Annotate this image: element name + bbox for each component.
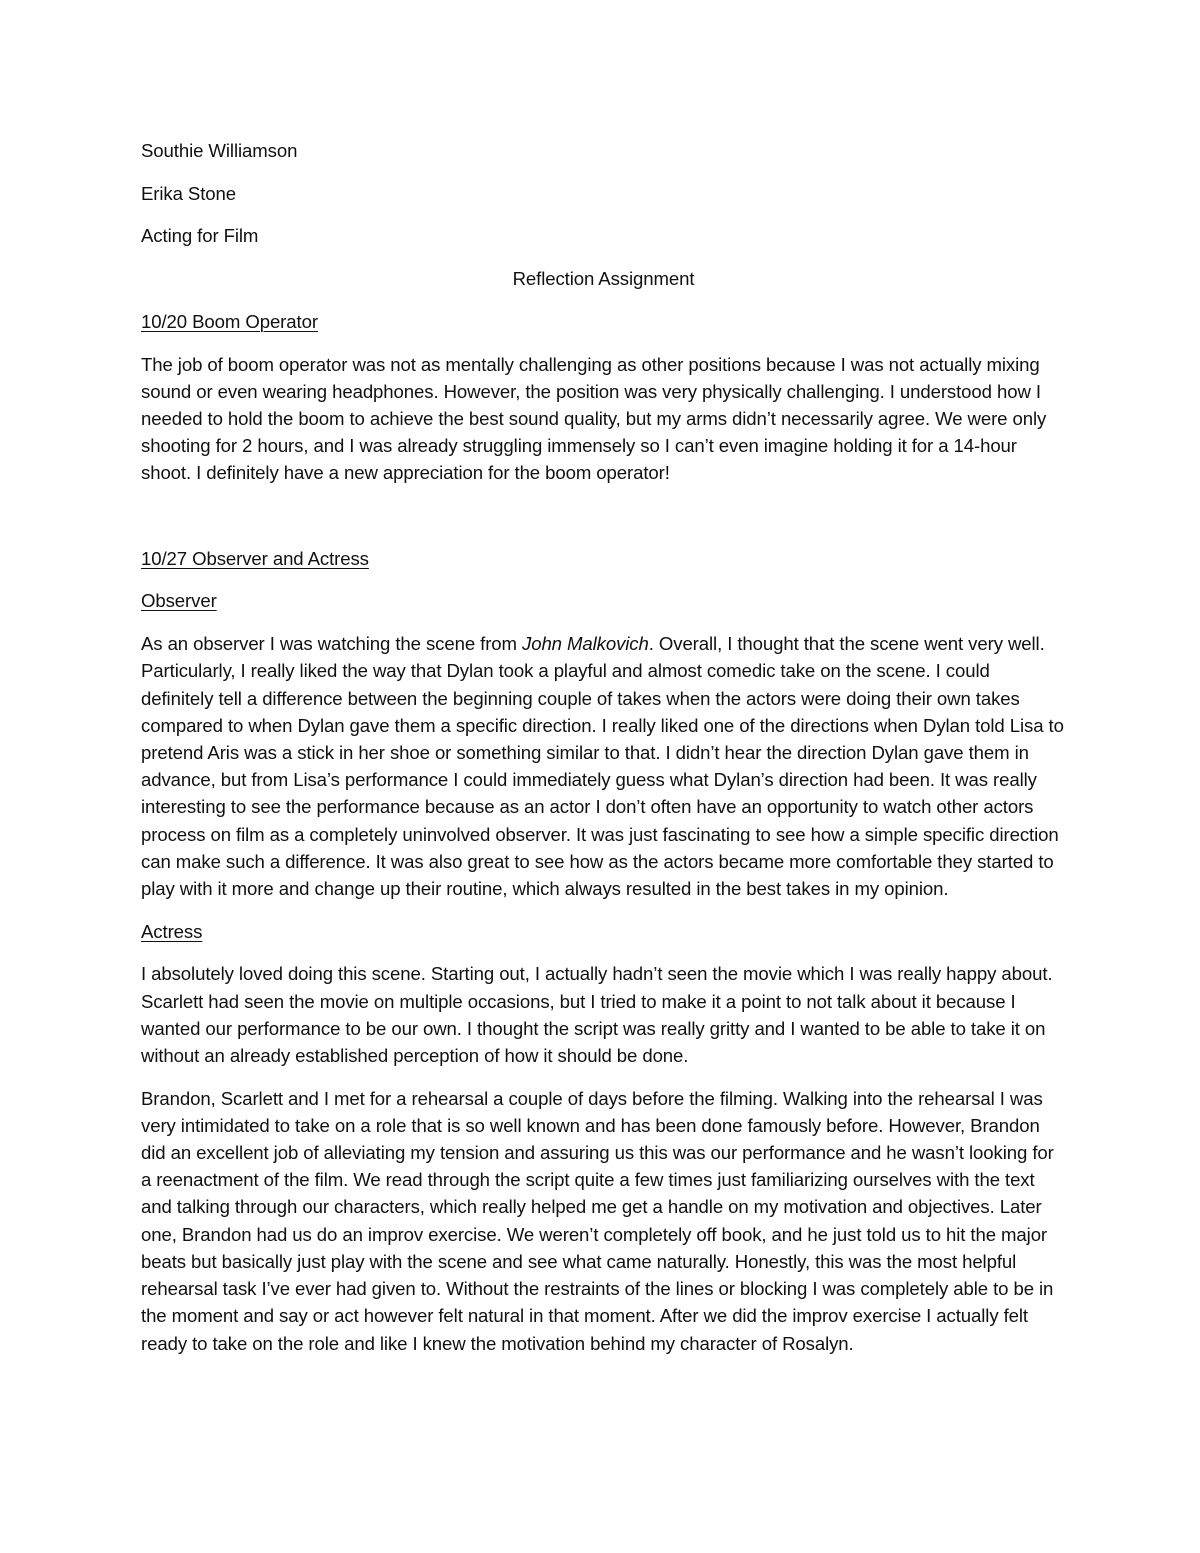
section-heading-observer-actress: 10/27 Observer and Actress — [141, 547, 369, 569]
actress-paragraph-1: I absolutely loved doing this scene. Starting out, I actually hadn’t seen the movie which I was really happy about. Scarlett had seen the movie on multiple occasions, but I tried to make it a point to not talk about it because I wanted our performance to be our own. I thought the script was really gritty and I wanted to be able to take it on without an already established perception of how it should be done. — [141, 963, 1053, 1066]
subheading-observer: Observer — [141, 590, 217, 612]
section-heading-boom-operator: 10/20 Boom Operator — [141, 310, 318, 332]
blank-line — [141, 502, 1066, 545]
boom-operator-paragraph: The job of boom operator was not as mentally challenging as other positions because I was not actually mixing sound or even wearing headphones. However, the position was very physically challenging. I understood how I needed to hold the boom to achieve the best sound quality, but my arms didn’t necessarily agree. We were only shooting for 2 hours, and I was already struggling immensely so I can’t even imagine holding it for a 14-hour shoot. I definitely have a new appreciation for the boom operator! — [141, 353, 1047, 484]
subheading-actress: Actress — [141, 920, 203, 942]
instructor-name: Erika Stone — [141, 182, 237, 204]
actress-paragraph-2: Brandon, Scarlett and I met for a rehearsal a couple of days before the filming. Walking into the rehearsal I was very intimidated to take on a role that is so well known and has been done famously before. However, Brandon did an excellent job of alleviating my tension and assuring us this was our performance and he wasn’t looking for a reenactment of the film. We read through the script quite a few times just familiarizing ourselves with the text and talking through our characters, which really helped me get a handle on my motivation and objectives. Later one, Brandon had us do an improv exercise. We weren’t completely off book, and he just told us to hit the major beats but basically just play with the scene and see what came naturally. Honestly, this was the most helpful rehearsal task I’ve ever had given to. Without the restraints of the lines or blocking I was completely able to be in the moment and say or act however felt natural in that moment. After we did the improv exercise I actually felt ready to take on the role and like I knew the motivation behind my character of Rosalyn. — [141, 1087, 1054, 1354]
observer-paragraph-rest: . Overall, I thought that the scene went very well. Particularly, I really liked the way that Dylan took a playful and almost comedic take on the scene. I could definitely tell a difference between the beginning couple of takes when the actors were doing their own takes compared to when Dylan gave them a specific direction. I really liked one of the directions when Dylan told Lisa to pretend Aris was a stick in her shoe or something similar to that. I didn’t hear the direction Dylan gave them in advance, but from Lisa’s performance I could immediately guess what Dylan’s direction had been. It was really interesting to see the performance because as an actor I don’t often have an opportunity to watch other actors process on film as a completely uninvolved observer. It was just fascinating to see how a simple specific direction can make such a difference. It was also great to see how as the actors became more comfortable they started to play with it more and change up their routine, which always resulted in the best takes in my opinion. — [141, 633, 1064, 899]
course-name: Acting for Film — [141, 225, 259, 247]
film-title: John Malkovich — [522, 633, 649, 655]
student-name: Southie Williamson — [141, 140, 298, 161]
observer-paragraph-intro: As an observer I was watching the scene from — [141, 633, 522, 655]
document-body — [141, 137, 1066, 1372]
observer-paragraph — [141, 630, 1066, 902]
document-title: Reflection Assignment — [512, 268, 695, 290]
